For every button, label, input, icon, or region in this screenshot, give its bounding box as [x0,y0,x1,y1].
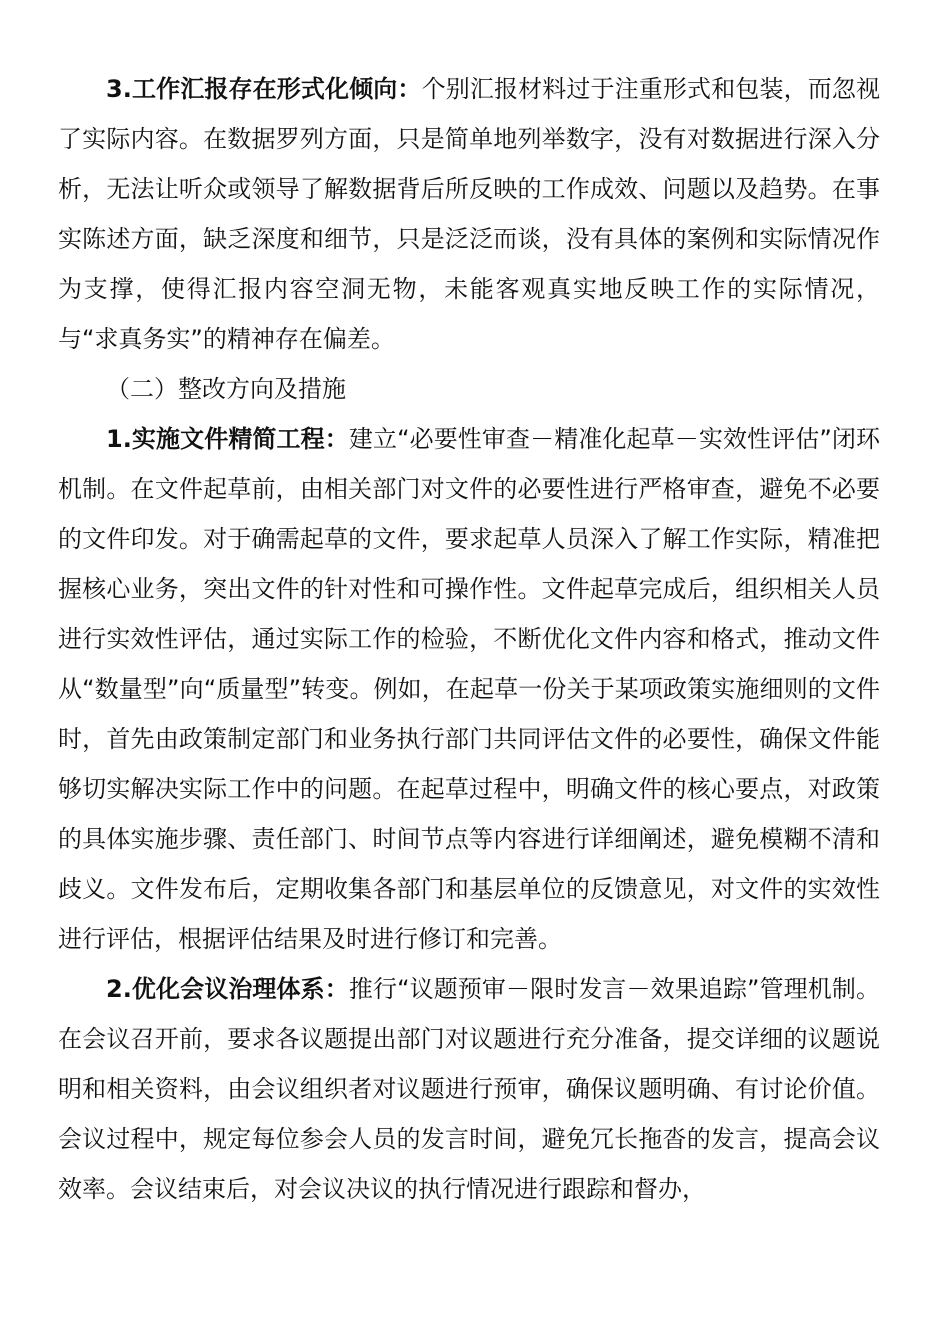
paragraph-lead-heading: 3.工作汇报存在形式化倾向： [106,75,422,103]
paragraph-document-streamlining [58,414,880,964]
paragraph-body-text: 推行“议题预审－限时发言－效果追踪”管理机制。在会议召开前，要求各议题提出部门对议题进行充分准备，提交详细的议题说明和相关资料，由会议组织者对议题进行预审，确保议题明确、有讨论价值。会议过程中，规定每位参会人员的发言时间，避免冗长拖沓的发言，提高会议效率。会议结束后，对会议决议的执行情况进行跟踪和督办， [58,975,880,1203]
paragraph-lead-heading: 1.实施文件精简工程： [106,425,349,453]
paragraph-body-text: 建立“必要性审查－精准化起草－实效性评估”闭环机制。在文件起草前，由相关部门对文件的必要性进行严格审查，避免不必要的文件印发。对于确需起草的文件，要求起草人员深入了解工作实际，精准把握核心业务，突出文件的针对性和可操作性。文件起草完成后，组织相关人员进行实效性评估，通过实际工作的检验，不断优化文件内容和格式，推动文件从“数量型”向“质量型”转变。例如，在起草一份关于某项政策实施细则的文件时，首先由政策制定部门和业务执行部门共同评估文件的必要性，确保文件能够切实解决实际工作中的问题。在起草过程中，明确文件的核心要点，对政策的具体实施步骤、责任部门、时间节点等内容进行详细阐述，避免模糊不清和歧义。文件发布后，定期收集各部门和基层单位的反馈意见，对文件的实效性进行评估，根据评估结果及时进行修订和完善。 [58,425,880,953]
document-page [58,64,880,1214]
paragraph-meeting-governance [58,964,880,1214]
section-heading-rectification: （二）整改方向及措施 [106,375,346,403]
paragraph-work-report-formalism [58,64,880,364]
paragraph-lead-heading: 2.优化会议治理体系： [106,975,349,1003]
paragraph-body-text: 个别汇报材料过于注重形式和包装，而忽视了实际内容。在数据罗列方面，只是简单地列举数字，没有对数据进行深入分析，无法让听众或领导了解数据背后所反映的工作成效、问题以及趋势。在事实陈述方面，缺乏深度和细节，只是泛泛而谈，没有具体的案例和实际情况作为支撑，使得汇报内容空洞无物，未能客观真实地反映工作的实际情况，与“求真务实”的精神存在偏差。 [58,75,880,353]
